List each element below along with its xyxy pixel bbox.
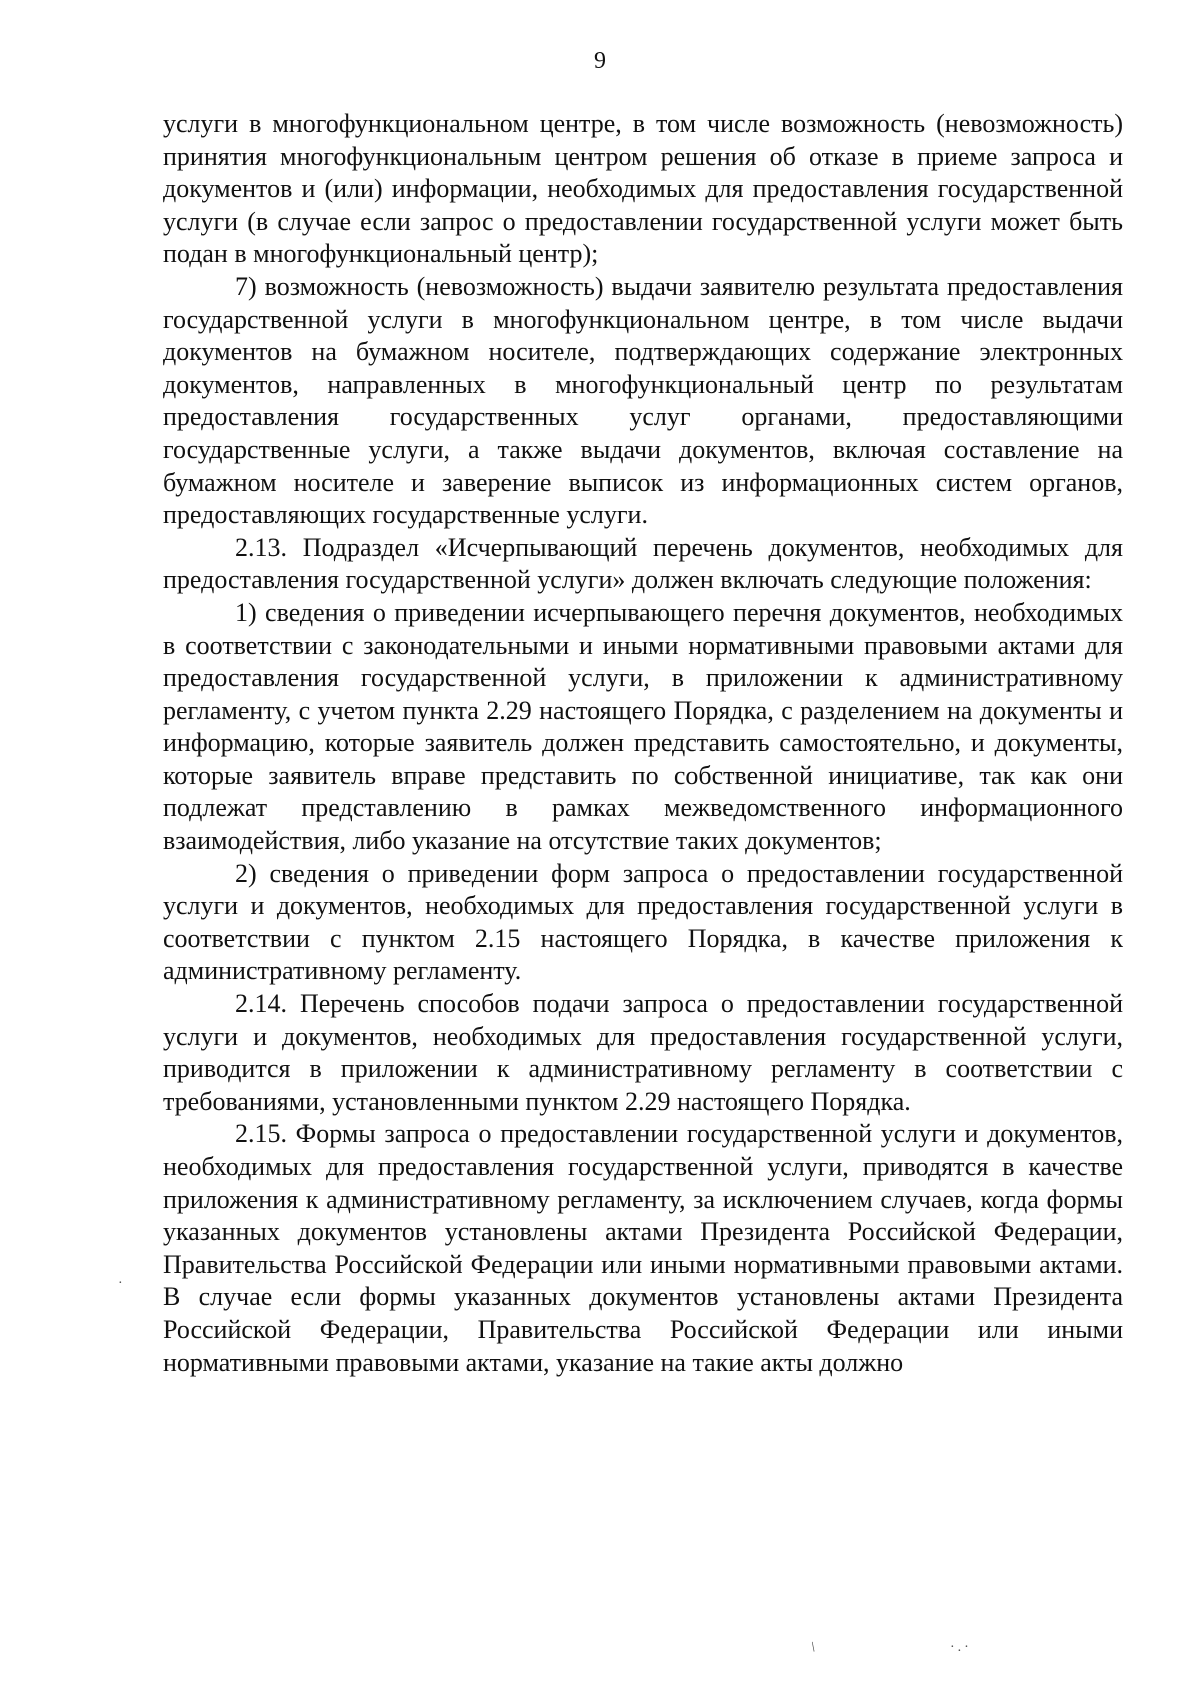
scan-artifact-left: · bbox=[118, 1276, 123, 1291]
document-body bbox=[163, 108, 1123, 1379]
paragraph-continuation: услуги в многофункциональном центре, в том числе возможность (невозможность) принятия многофункциональным центром решения об отказе в приеме запроса и документов и (или) информации, необходимых для предоставления государственной услуги (в случае если запрос о предоставлении государственной услуги может быть подан в многофункциональный центр); bbox=[163, 109, 1123, 269]
paragraph-2-13: 2.13. Подраздел «Исчерпывающий перечень документов, необходимых для предоставления государственной услуги» должен включать следующие положения: bbox=[163, 532, 1123, 595]
page-number: 9 bbox=[594, 48, 606, 74]
scan-artifact-bottom-mid: / bbox=[808, 1640, 820, 1656]
scan-artifact-bottom-right: ·.· bbox=[950, 1640, 972, 1655]
paragraph-item-1: 1) сведения о приведении исчерпывающего перечня документов, необходимых в соответствии с законодательными и иными нормативными правовыми актами для предоставления государственной услуги, в приложении к административному регламенту, с учетом пункта 2.29 настоящего Порядка, с разделением на документы и информацию, которые заявитель должен представить самостоятельно, и документы, которые заявитель вправе представить по собственной инициативе, так как они подлежат представлению в рамках межведомственного информационного взаимодействия, либо указание на отсутствие таких документов; bbox=[163, 597, 1123, 856]
paragraph-item-7: 7) возможность (невозможность) выдачи заявителю результата предоставления государственной услуги в многофункциональном центре, в том числе выдачи документов на бумажном носителе, подтверждающих содержание электронных документов, направленных в многофункциональный центр по результатам предоставления государственных услуг органами, предоставляющими государственные услуги, а также выдачи документов, включая составление на бумажном носителе и заверение выписок из информационных систем органов, предоставляющих государственные услуги. bbox=[163, 271, 1123, 530]
paragraph-item-2: 2) сведения о приведении форм запроса о предоставлении государственной услуги и документов, необходимых для предоставления государственной услуги в соответствии с пунктом 2.15 настоящего Порядка, в качестве приложения к административному регламенту. bbox=[163, 858, 1123, 986]
paragraph-2-14: 2.14. Перечень способов подачи запроса о предоставлении государственной услуги и документов, необходимых для предоставления государственной услуги, приводится в приложении к административному регламенту в соответствии с требованиями, установленными пунктом 2.29 настоящего Порядка. bbox=[163, 989, 1123, 1116]
paragraph-2-15: 2.15. Формы запроса о предоставлении государственной услуги и документов, необходимых для предоставления государственной услуги, приводятся в качестве приложения к административному регламенту, за исключением случаев, когда формы указанных документов установлены актами Президента Российской Федерации, Правительства Российской Федерации или иными нормативными правовыми актами. В случае если формы указанных документов установлены актами Президента Российской Федерации, Правительства Российской Федерации или иными нормативными правовыми актами, указание на такие акты должно bbox=[163, 1119, 1123, 1377]
